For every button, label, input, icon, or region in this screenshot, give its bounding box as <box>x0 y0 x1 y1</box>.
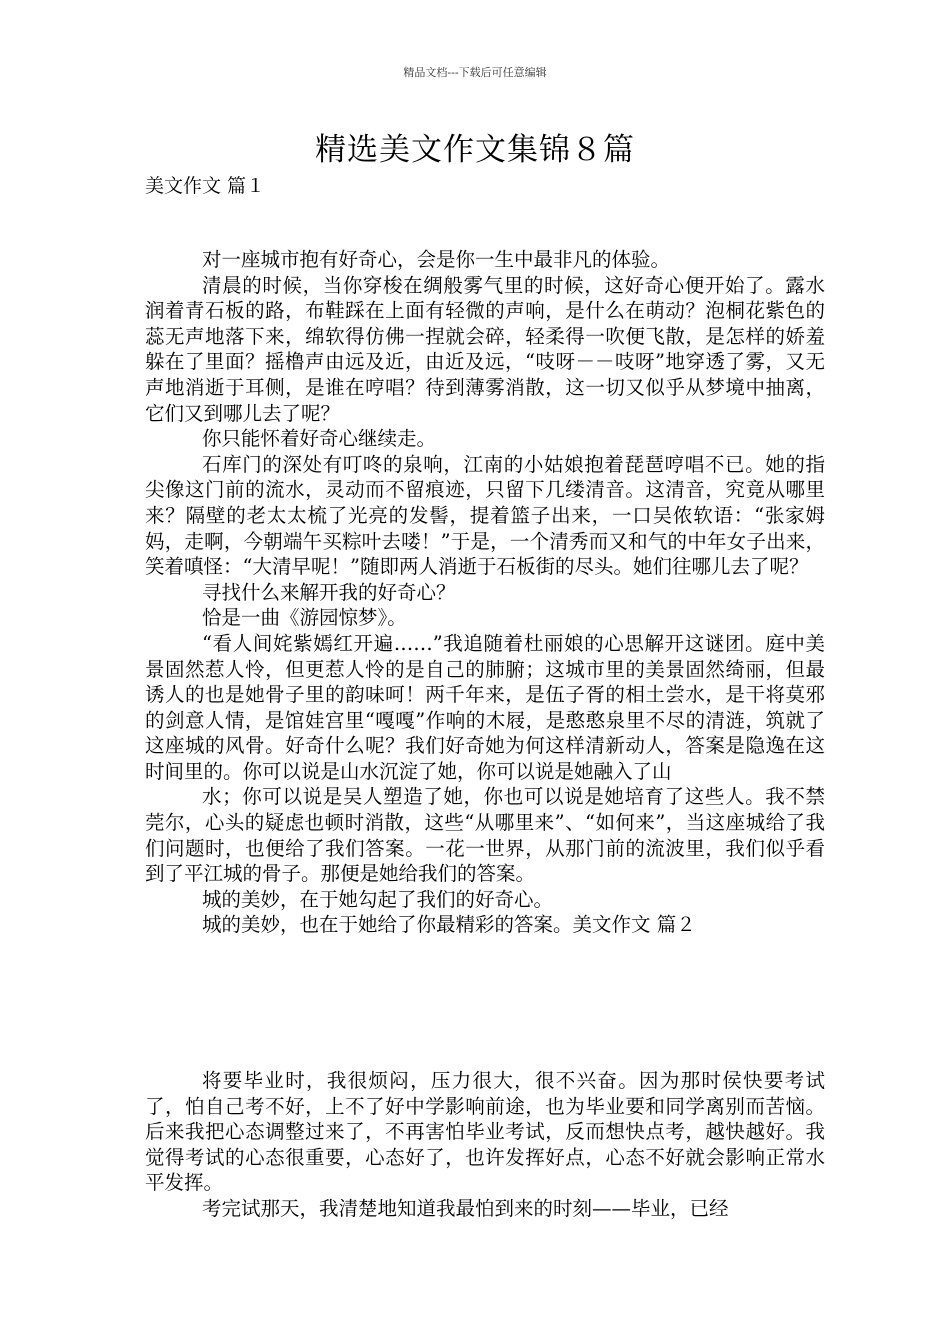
paragraph: 寻找什么来解开我的好奇心？ <box>202 580 456 604</box>
paragraph: 城的美妙，也在于她给了你最精彩的答案。美文作文 篇２ <box>202 913 696 937</box>
section-2-body <box>145 1068 825 1222</box>
page-header: 精品文档---下载后可任意编辑 <box>403 66 547 79</box>
paragraph: 城的美妙，在于她勾起了我们的好奇心。 <box>202 887 554 911</box>
section-heading-1: 美文作文 篇１ <box>145 175 266 197</box>
section-1-body <box>145 247 825 938</box>
paragraph: 恰是一曲《游园惊梦》。 <box>202 606 407 630</box>
paragraph: “看人间姹紫嫣红开遍……”我追随着杜丽娘的心思解开这谜团。庭中美景固然惹人怜，但更惹人怜的是自己的肺腑；这城市里的美景固然绮丽，但最诱人的也是她骨子里的韵味呵！两千年来，是伍子胥的相土尝水，是干将莫邪的剑意人情，是馆娃宫里“嘎嘎”作响的木屐，是憨憨泉里不尽的清涟，筑就了这座城的风骨。好奇什么呢？我们好奇她为何这样清新动人，答案是隐逸在这时间里的。你可以说是山水沉淀了她，你可以说是她融入了山 <box>145 631 825 783</box>
paragraph: 水；你可以说是吴人塑造了她，你也可以说是她培育了这些人。我不禁莞尔，心头的疑虑也顿时消散，这些“从哪里来”、“如何来”，当这座城给了我们问题时，也便给了我们答案。一花一世界，从那门前的流波里，我们似乎看到了平江城的骨子。那便是她给我们的答案。 <box>145 785 825 886</box>
paragraph: 你只能怀着好奇心继续走。 <box>202 427 437 451</box>
paragraph: 清晨的时候，当你穿梭在绸般雾气里的时候，这好奇心便开始了。露水润着青石板的路，布鞋踩在上面有轻微的声响，是什么在萌动？泡桐花紫色的蕊无声地落下来，绵软得仿佛一捏就会碎，轻柔得一吹便飞散，是怎样的娇羞躲在了里面？摇橹声由远及近，由近及远，“吱呀－－吱呀”地穿透了雾，又无声地消逝于耳侧，是谁在哼唱？待到薄雾消散，这一切又似乎从梦境中抽离，它们又到哪儿去了呢？ <box>145 273 825 425</box>
paragraph: 石库门的深处有叮咚的泉响，江南的小姑娘抱着琵琶哼唱不已。她的指尖像这门前的流水，灵动而不留痕迹，只留下几缕清音。这清音，究竟从哪里来？隔壁的老太太梳了光亮的发髻，提着篮子出来，一口吴侬软语：“张家姆妈，走啊，今朝端午买粽叶去喽！”于是，一个清秀而又和气的中年女子出来，笑着嗔怪：“大清早呢！”随即两人消逝于石板街的尽头。她们往哪儿去了呢？ <box>145 452 825 579</box>
paragraph: 将要毕业时，我很烦闷，压力很大，很不兴奋。因为那时侯快要考试了，怕自己考不好，上不了好中学影响前途，也为毕业要和同学离别而苦恼。后来我把心态调整过来了，不再害怕毕业考试，反而想快点考，越快越好。我觉得考试的心态很重要，心态好了，也许发挥好点，心态不好就会影响正常水平发挥。 <box>145 1069 825 1195</box>
paragraph: 对一座城市抱有好奇心，会是你一生中最非凡的体验。 <box>202 248 671 271</box>
paragraph: 考完试那天，我清楚地知道我最怕到来的时刻——毕业，已经 <box>202 1196 729 1220</box>
document-title: 精选美文作文集锦８篇 <box>315 132 635 168</box>
